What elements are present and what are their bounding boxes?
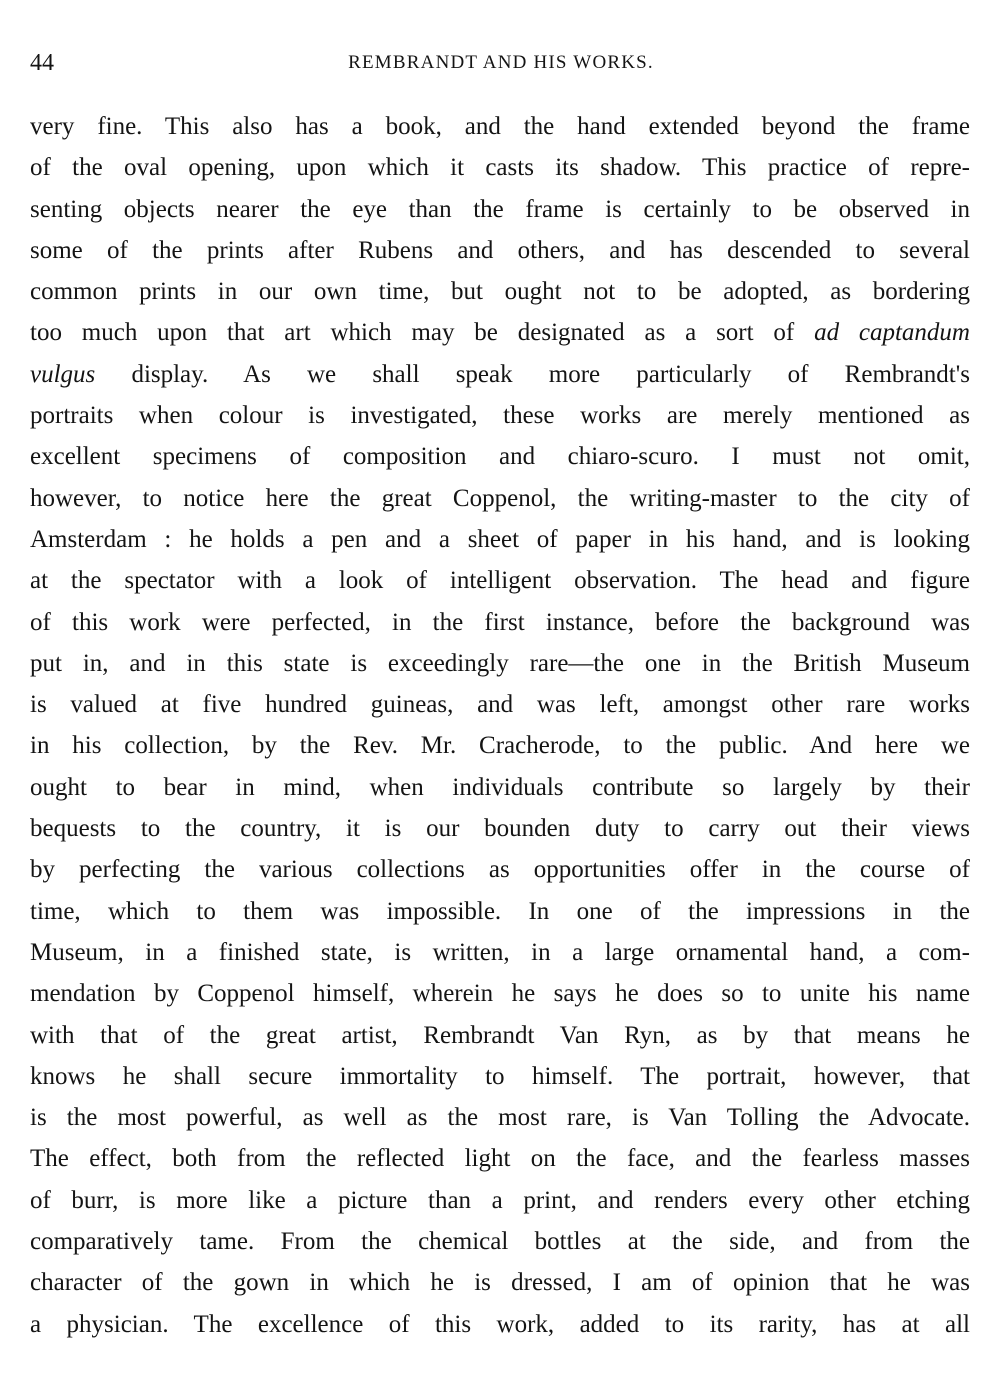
text-line: some of the prints after Rubens and others, and has descended to several xyxy=(30,236,970,264)
text-line: The effect, both from the reflected light on the face, and the fearless masses xyxy=(30,1145,970,1173)
text-line: put in, and in this state is exceedingly rare—the one in the British Museum xyxy=(30,649,970,677)
text-line: character of the gown in which he is dressed, I am of opinion that he was xyxy=(30,1269,970,1297)
italic-phrase: ad captandum xyxy=(814,319,970,347)
text-line: in his collection, by the Rev. Mr. Cracherode, to the public. And here we xyxy=(30,732,970,760)
body-text xyxy=(30,106,970,1345)
text-line: however, to notice here the great Coppenol, the writing-master to the city of xyxy=(30,484,970,512)
text-line: of this work were perfected, in the first instance, before the background was xyxy=(30,608,970,636)
text-line: ought to bear in mind, when individuals contribute so largely by their xyxy=(30,773,970,801)
text-line: mendation by Coppenol himself, wherein he says he does so to unite his name xyxy=(30,980,970,1008)
text-line: vulgus display. As we shall speak more particularly of Rembrandt's xyxy=(30,360,970,388)
text-line: senting objects nearer the eye than the frame is certainly to be observed in xyxy=(30,195,970,223)
text-line: Museum, in a finished state, is written, in a large ornamental hand, a com- xyxy=(30,938,970,966)
text-line: with that of the great artist, Rembrandt Van Ryn, as by that means he xyxy=(30,1021,970,1049)
text-line: excellent specimens of composition and chiaro-scuro. I must not omit, xyxy=(30,443,970,471)
text-line: a physician. The excellence of this work, added to its rarity, has at all xyxy=(30,1310,970,1338)
page-number: 44 xyxy=(30,50,54,76)
text-line: common prints in our own time, but ought not to be adopted, as bordering xyxy=(30,278,970,306)
text-line: of the oval opening, upon which it casts its shadow. This practice of repre- xyxy=(30,154,970,182)
text-line: by perfecting the various collections as opportunities offer in the course of xyxy=(30,856,970,884)
text-line: too much upon that art which may be designated as a sort of ad captandum xyxy=(30,319,970,347)
text-line: comparatively tame. From the chemical bottles at the side, and from the xyxy=(30,1228,970,1256)
text-line: time, which to them was impossible. In one of the impressions in the xyxy=(30,897,970,925)
running-title: REMBRANDT AND HIS WORKS. xyxy=(348,52,654,73)
text-line: is valued at five hundred guineas, and was left, amongst other rare works xyxy=(30,691,970,719)
text-line: is the most powerful, as well as the most rare, is Van Tolling the Advocate. xyxy=(30,1104,970,1132)
italic-phrase: vulgus xyxy=(30,360,96,388)
text-line: bequests to the country, it is our bounden duty to carry out their views xyxy=(30,815,970,843)
text-line: very fine. This also has a book, and the hand extended beyond the frame xyxy=(30,113,970,140)
text-line: of burr, is more like a picture than a print, and renders every other etching xyxy=(30,1186,970,1214)
text-line: Amsterdam : he holds a pen and a sheet of paper in his hand, and is looking xyxy=(30,525,970,553)
text-line: at the spectator with a look of intelligent observation. The head and figure xyxy=(30,567,970,595)
text-line: knows he shall secure immortality to himself. The portrait, however, that xyxy=(30,1062,970,1090)
page-header xyxy=(30,48,972,78)
text-line: portraits when colour is investigated, these works are merely mentioned as xyxy=(30,402,970,430)
